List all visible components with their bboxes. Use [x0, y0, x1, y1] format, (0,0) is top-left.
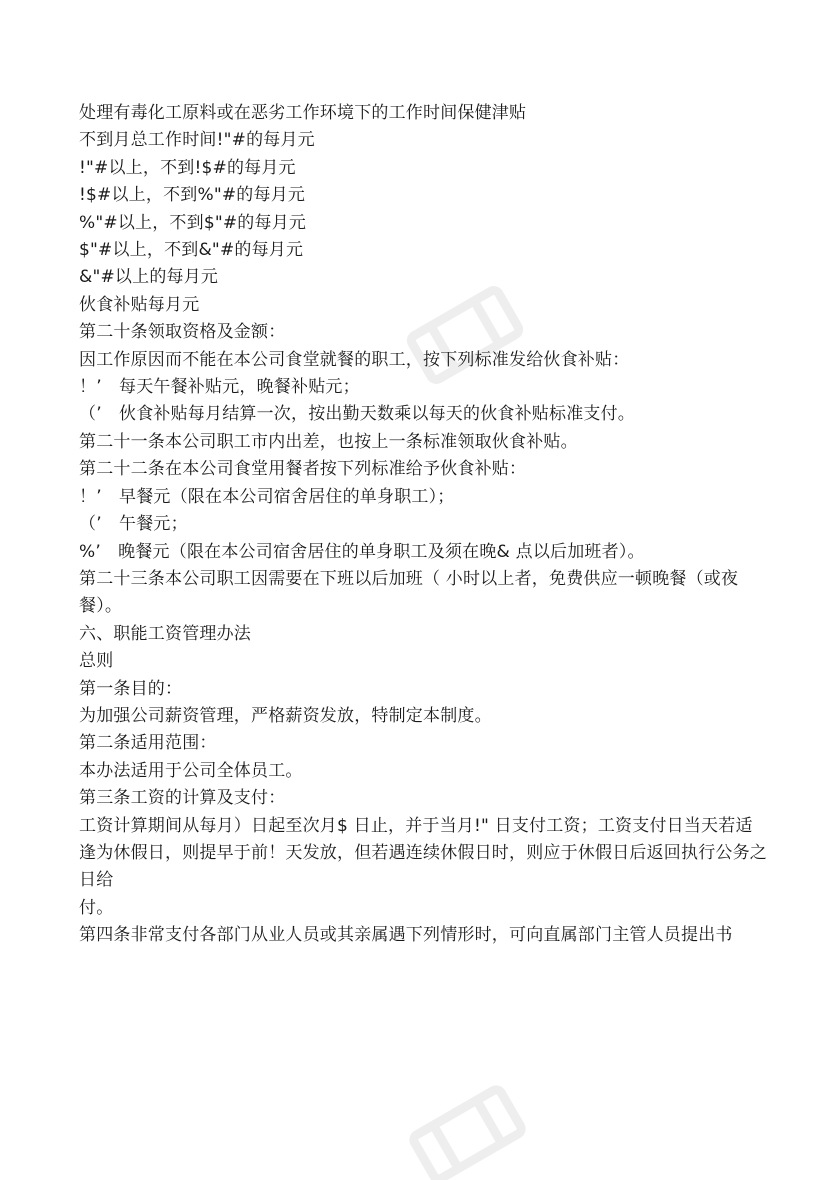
text-line: 逢为休假日，则提早于前！天发放，但若遇连续休假日时，则应于休假日后返回执行公务之日给 — [79, 842, 767, 891]
text-line: 餐）。 — [79, 596, 123, 617]
section-heading: 第二条适用范围： — [79, 733, 217, 754]
text-line: 处理有毒化工原料或在恶劣工作环境下的工作时间保健津贴 — [79, 103, 527, 123]
section-heading: 第二十一条本公司职工市内出差，也按上一条标准领取伙食补贴。 — [79, 431, 578, 452]
section-heading: 第二十条领取资格及金额： — [79, 322, 286, 343]
chapter-title: 六、职能工资管理办法 — [79, 623, 251, 644]
section-heading: 第一条目的： — [79, 678, 183, 699]
text-line: 因工作原因而不能在本公司食堂就餐的职工，按下列标准发给伙食补贴： — [79, 349, 630, 370]
section-heading: 第四条非常支付各部门从业人员或其亲属遇下列情形时，可向直属部门主管人员提出书 — [79, 925, 733, 946]
list-item: （’ 午餐元； — [79, 514, 188, 535]
text-line: 付。 — [79, 897, 114, 918]
subsection-title: 总则 — [79, 651, 114, 672]
text-line: %"#以上，不到$"#的每月元 — [79, 212, 307, 233]
document-body — [79, 100, 779, 950]
list-item: %’ 晚餐元（限在本公司宿舍居住的单身职工及须在晚& 点以后加班者）。 — [79, 541, 645, 562]
text-line: !"#以上，不到!$#的每月元 — [79, 157, 296, 178]
section-heading: 第二十三条本公司职工因需要在下班以后加班（ 小时以上者，免费供应一顿晚餐（或夜 — [79, 568, 739, 589]
text-line: $"#以上，不到&"#的每月元 — [79, 240, 304, 261]
text-line: 伙食补贴每月元 — [79, 294, 200, 315]
text-line: &"#以上的每月元 — [79, 267, 219, 288]
text-line: 不到月总工作时间!"#的每月元 — [79, 130, 315, 151]
list-item: （’ 伙食补贴每月结算一次，按出勤天数乘以每天的伙食补贴标准支付。 — [79, 404, 636, 425]
text-line: 工资计算期间从每月）日起至次月$ 日止，并于当月!" 日支付工资；工资支付日当天若适 — [79, 815, 753, 836]
list-item: ！’ 每天午餐补贴元，晚餐补贴元； — [79, 377, 360, 398]
watermark-bottom — [395, 1080, 535, 1180]
text-line: 本办法适用于公司全体员工。 — [79, 760, 303, 781]
section-heading: 第三条工资的计算及支付： — [79, 788, 286, 809]
text-line: 为加强公司薪资管理，严格薪资发放，特制定本制度。 — [79, 705, 492, 726]
list-item: ！’ 早餐元（限在本公司宿舍居住的单身职工）； — [79, 486, 455, 507]
text-line: !$#以上，不到%"#的每月元 — [79, 185, 306, 206]
section-heading: 第二十二条在本公司食堂用餐者按下列标准给予伙食补贴： — [79, 459, 527, 480]
